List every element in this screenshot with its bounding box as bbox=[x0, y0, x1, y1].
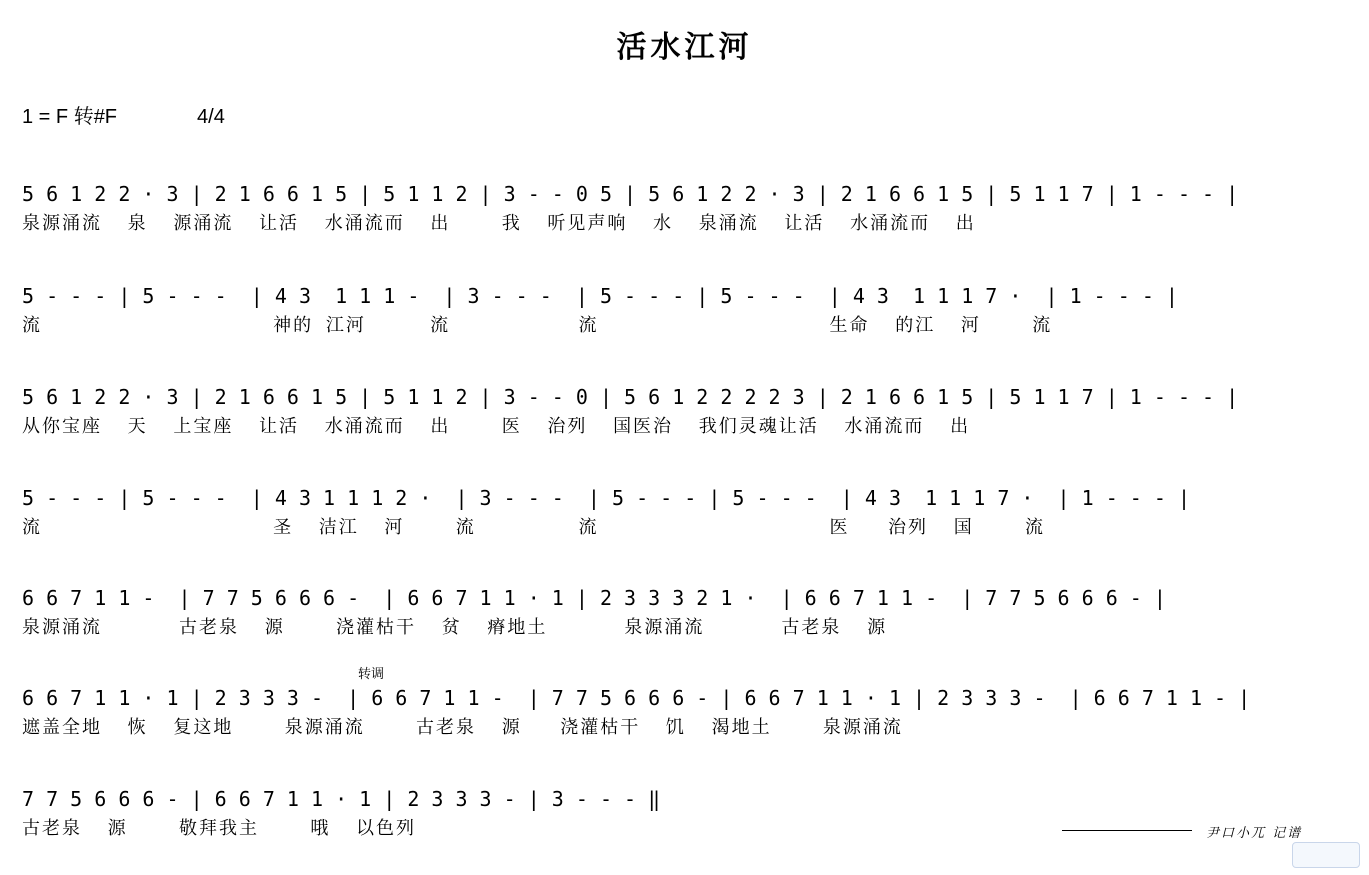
score-system-2 bbox=[22, 282, 1342, 362]
score-system-5 bbox=[22, 584, 1342, 664]
key-signature: 1 = F 转#F bbox=[22, 106, 118, 128]
score-system-7 bbox=[22, 785, 1342, 865]
lyrics-line: 泉源涌流 古老泉 源 浇灌枯干 贫 瘠地土 泉源涌流 古老泉 源 bbox=[22, 617, 888, 638]
score-system-6 bbox=[22, 684, 1342, 764]
lyrics-line: 泉源涌流 泉 源涌流 让活 水涌流而 出 我 听见声响 水 泉涌流 让活 水涌流而 出 bbox=[22, 213, 976, 234]
notation-line: 5 - - - | 5 - - - | 4 3 1 1 1 - | 3 - - - | 5 - - - | 5 - - - | 4 3 1 1 1 7 · | 1 - - - | bbox=[22, 284, 1178, 308]
lyrics-line: 遮盖全地 恢 复这地 泉源涌流 古老泉 源 浇灌枯干 饥 渴地土 泉源涌流 bbox=[22, 717, 903, 738]
notation-line: 7 7 5 6 6 6 - | 6 6 7 1 1 · 1 | 2 3 3 3 - | 3 - - - ‖ bbox=[22, 787, 661, 811]
score-system-1 bbox=[22, 180, 1342, 260]
transcriber-credit: 尹口小兀 记谱 bbox=[1206, 826, 1303, 841]
lyrics-line: 流 神的 江河 流 流 生命 的江 河 流 bbox=[22, 315, 1053, 336]
lyrics-line: 流 圣 洁江 河 流 流 医 治列 国 流 bbox=[22, 517, 1046, 538]
notation-line: 6 6 7 1 1 - | 7 7 5 6 6 6 - | 6 6 7 1 1 · 1 | 2 3 3 3 2 1 · | 6 6 7 1 1 - | 7 7 5 6 6 6 - | bbox=[22, 586, 1166, 610]
score-system-4 bbox=[22, 484, 1342, 564]
notation-line: 5 6 1 2 2 · 3 | 2 1 6 6 1 5 | 5 1 1 2 | 3 - - 0 5 | 5 6 1 2 2 · 3 | 2 1 6 6 1 5 | 5 1 1 7 | 1 - - - | bbox=[22, 182, 1239, 206]
notation-line: 5 6 1 2 2 · 3 | 2 1 6 6 1 5 | 5 1 1 2 | 3 - - 0 | 5 6 1 2 2 2 2 3 | 2 1 6 6 1 5 | 5 1 1 7 | 1 - - - | bbox=[22, 385, 1239, 409]
notation-line: 6 6 7 1 1 · 1 | 2 3 3 3 - | 6 6 7 1 1 - | 7 7 5 6 6 6 - | 6 6 7 1 1 · 1 | 2 3 3 3 - | 6 6 7 1 1 - | bbox=[22, 686, 1251, 710]
watermark-logo bbox=[1292, 842, 1360, 868]
transpose-marker: 转调 bbox=[358, 667, 385, 682]
song-title: 活水江河 bbox=[616, 30, 753, 65]
lyrics-line: 从你宝座 天 上宝座 让活 水涌流而 出 医 治列 国医治 我们灵魂让活 水涌流而 出 bbox=[22, 416, 971, 437]
credit-divider bbox=[1062, 830, 1192, 831]
time-signature: 4/4 bbox=[197, 106, 225, 128]
notation-line: 5 - - - | 5 - - - | 4 3 1 1 1 2 · | 3 - - - | 5 - - - | 5 - - - | 4 3 1 1 1 7 · | 1 - - - | bbox=[22, 486, 1190, 510]
lyrics-line: 古老泉 源 敬拜我主 哦 以色列 bbox=[22, 818, 417, 839]
score-system-3 bbox=[22, 383, 1342, 463]
key-signature-line bbox=[22, 100, 225, 129]
